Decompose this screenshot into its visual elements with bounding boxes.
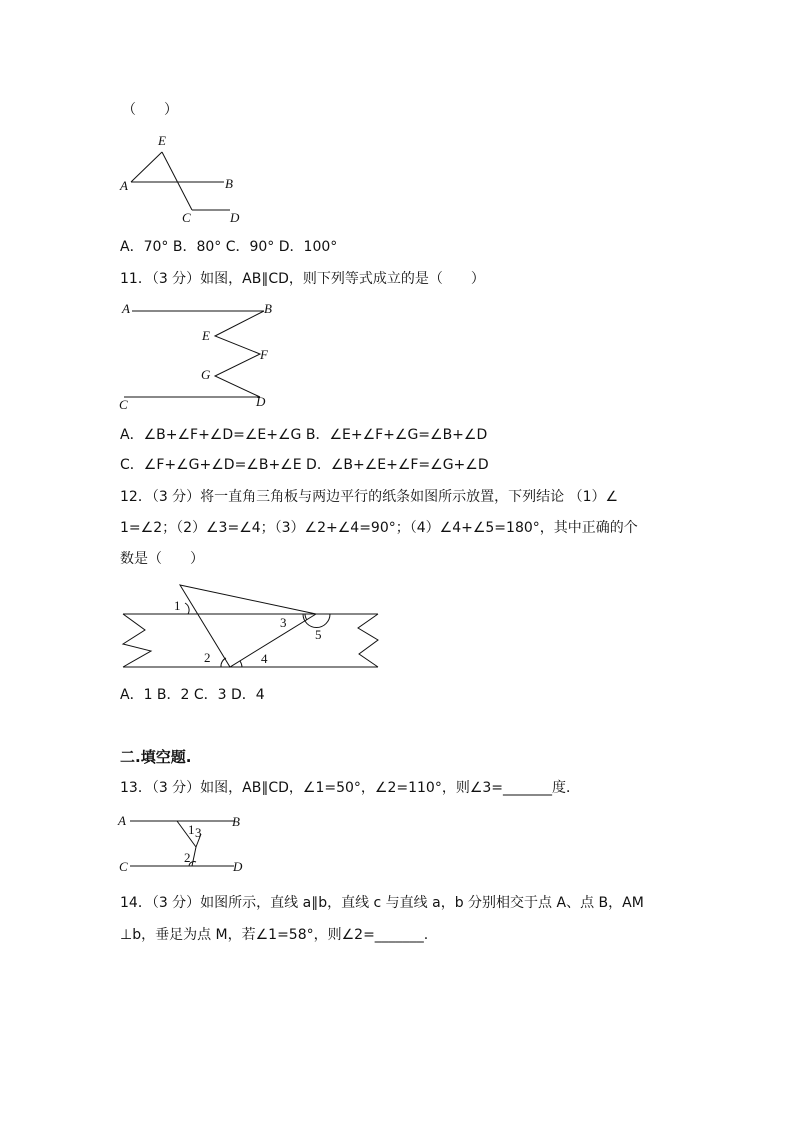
q10-answer-bracket: （ ） xyxy=(122,102,178,118)
q14-stem-line1: 14．（3 分）如图所示，直线 a∥b，直线 c 与直线 a，b 分别相交于点 A、点 B，AM xyxy=(120,895,644,911)
q10-line-ae xyxy=(131,152,162,182)
q13-label-2: 2 xyxy=(184,850,191,865)
q12-label-2: 2 xyxy=(204,650,211,665)
q13-label-1: 1 xyxy=(188,822,195,837)
q14-stem-line2: ⊥b，垂足为点 M，若∠1=58°，则∠2=_______. xyxy=(120,927,429,943)
q10-label-b: B xyxy=(225,176,233,191)
q12-arc-1 xyxy=(185,603,189,614)
q12-arc-4 xyxy=(240,661,242,667)
q13-stem: 13．（3 分）如图，AB∥CD，∠1=50°，∠2=110°，则∠3=_______度． xyxy=(120,780,581,796)
q11-options-row1: A．∠B+∠F+∠D=∠E+∠G B．∠E+∠F+∠G=∠B+∠D xyxy=(120,427,488,443)
q12-figure xyxy=(118,580,388,680)
q12-strip-left-zigzag xyxy=(123,614,151,667)
q12-strip-right-zigzag xyxy=(358,614,378,667)
q13-label-3: 3 xyxy=(195,825,202,840)
q12-stem-line2: 1=∠2；（2）∠3=∠4；（3）∠2+∠4=90°；（4）∠4+∠5=180°，其中正确的个 xyxy=(120,520,638,536)
q11-label-a: A xyxy=(122,301,130,316)
q12-label-4: 4 xyxy=(261,651,268,666)
q13-label-b: B xyxy=(232,814,240,829)
q12-label-5: 5 xyxy=(315,627,322,642)
q11-label-c: C xyxy=(119,397,128,412)
q13-label-d: D xyxy=(233,859,243,874)
q12-label-1: 1 xyxy=(174,598,181,613)
q10-figure xyxy=(112,128,262,228)
q11-stem: 11．（3 分）如图，AB∥CD，则下列等式成立的是（ ） xyxy=(120,271,485,287)
q12-stem-line1: 12．（3 分）将一直角三角板与两边平行的纸条如图所示放置，下列结论 （1）∠ xyxy=(120,489,619,505)
q10-label-e: E xyxy=(158,133,166,148)
q12-triangle xyxy=(180,585,316,667)
q13-label-a: A xyxy=(118,813,126,828)
q12-label-3: 3 xyxy=(280,615,287,630)
q11-label-e: E xyxy=(202,328,210,343)
q11-label-f: F xyxy=(260,347,268,362)
q11-label-b: B xyxy=(264,301,272,316)
q10-line-ec xyxy=(162,152,192,210)
q11-zigzag xyxy=(215,311,264,397)
section-fill-in-title: 二.填空题. xyxy=(120,748,192,766)
q12-arc-3 xyxy=(305,614,307,620)
q12-stem-line3: 数是（ ） xyxy=(120,551,204,567)
q10-label-c: C xyxy=(182,210,191,225)
q13-figure xyxy=(112,812,252,872)
q11-label-d: D xyxy=(256,394,266,409)
q11-options-row2: C．∠F+∠G+∠D=∠B+∠E D．∠B+∠E+∠F=∠G+∠D xyxy=(120,457,489,473)
q12-arc-5 xyxy=(303,614,330,628)
q10-label-a: A xyxy=(120,178,128,193)
q11-figure xyxy=(112,298,282,413)
q13-label-c: C xyxy=(119,859,128,874)
q10-label-d: D xyxy=(230,210,240,225)
q12-options: A．1 B．2 C．3 D．4 xyxy=(120,687,265,703)
q11-label-g: G xyxy=(201,367,211,382)
q10-options: A．70° B．80° C．90° D．100° xyxy=(120,239,338,255)
